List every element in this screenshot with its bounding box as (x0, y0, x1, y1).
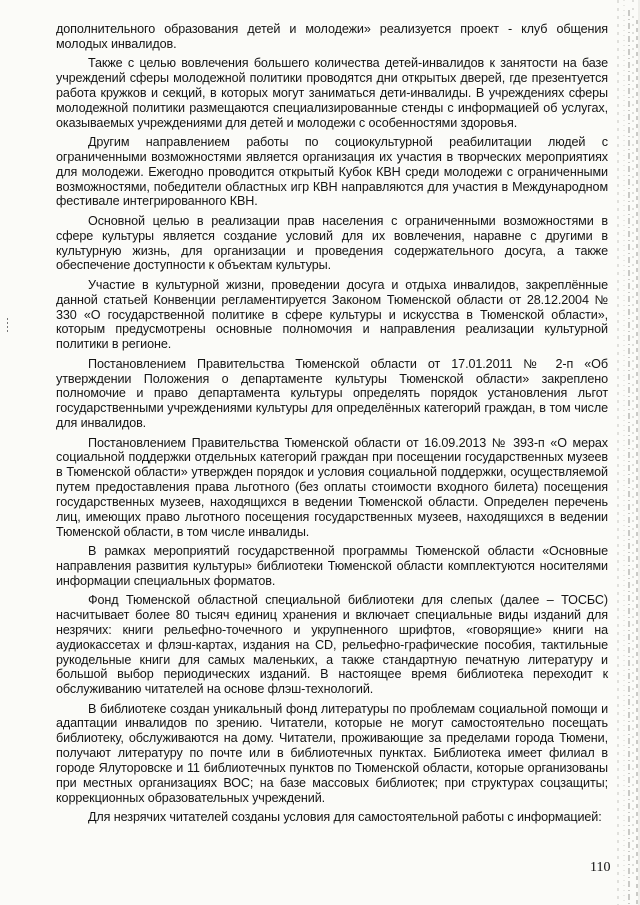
paragraph: Постановлением Правительства Тюменской области от 17.01.2011 № 2-п «Об утверждении Положения о департаменте культуры Тюменской области» закреплено полномочие и право департамента культуры определять порядок установления льгот государственными учреждениями культуры для определённых категорий граждан, в том числе для инвалидов. (56, 356, 608, 431)
paragraph: Основной целью в реализации прав населения с ограниченными возможностями в сфере культуры является создание условий для их вовлечения, наравне с другими в культурную жизнь, для организации и проведения содержательного досуга, а также обеспечение доступности к объектам культуры. (56, 213, 608, 273)
paragraph: Для незрячих читателей созданы условия для самостоятельной работы с информацией: (88, 810, 602, 825)
paragraph: Также с целью вовлечения большего количества детей-инвалидов к занятости на базе учреждений сферы молодежной политики проводятся дни открытых дверей, где презентуется работа кружков и секций, в которых могут заниматься дети-инвалиды. В учреждениях сферы молодежной политики размещаются специализированные стенды с информацией об услугах, оказываемых учреждениями для детей и молодежи с особенностями здоровья. (56, 56, 608, 130)
scan-edge-artifact (612, 0, 640, 905)
paragraph: Другим направлением работы по социокультурной реабилитации людей с ограниченными возможностями является организация их участия в творческих мероприятиях для молодежи. Ежегодно проводится открытый Кубок КВН среди молодежи с ограниченными возможностями, победители областных игр КВН направляются для участия в Международном фестивале интегрированного КВН. (56, 135, 608, 209)
paragraph: В рамках мероприятий государственной программы Тюменской области «Основные направления развития культуры» библиотеки Тюменской области комплектуются носителями информации специальных форматов. (56, 544, 608, 588)
margin-mark (6, 318, 9, 332)
paragraph: дополнительного образования детей и молодежи» реализуется проект - клуб общения молодых инвалидов. (56, 22, 608, 51)
paragraph: Участие в культурной жизни, проведении досуга и отдыха инвалидов, закреплённые данной статьей Конвенции регламентируется Законом Тюменской области от 28.12.2004 № 330 «О государственной политике в сфере культуры и искусства в Тюменской области», которым предусмотрены основные полномочия и направления реализации культурной политики в регионе. (56, 277, 608, 352)
paragraph: Постановлением Правительства Тюменской области от 16.09.2013 № 393-п «О мерах социальной поддержки отдельных категорий граждан при посещении государственных музеев в Тюменской области» утвержден порядок и условия социальной поддержки, осуществляемой путем предоставления права льготного (без оплаты стоимости входного билета) посещения государственных музеев, находящихся в ведении Тюменской области. Определен перечень лиц, имеющих право льготного посещения государственных музеев, находящихся в ведении Тюменской области, в том числе инвалиды. (56, 435, 608, 539)
page-number: 110 (590, 860, 611, 875)
body-text (56, 22, 608, 830)
paragraph: В библиотеке создан уникальный фонд литературы по проблемам социальной помощи и адаптации инвалидов по зрению. Читатели, которые не могут самостоятельно посещать библиотеку, обслуживаются на дому. Читатели, проживающие за пределами города Тюмени, получают литературу по почте или в библиотечных пунктах. Библиотека имеет филиал в городе Ялуторовске и 11 библиотечных пунктов по Тюменской области, которые организованы при местных организациях ВОС; на базе массовых библиотек; при структурах соцзащиты; коррекционных образовательных учреждений. (56, 701, 608, 805)
paragraph: Фонд Тюменской областной специальной библиотеки для слепых (далее – ТОСБС) насчитывает более 80 тысяч единиц хранения и включает специальные виды изданий для незрячих: книги рельефно-точечного и укрупненного шрифтов, «говорящие» книги на аудиокассетах и флэш-картах, издания на CD, рельефно-графические пособия, тактильные рукодельные книги для самых маленьких, а также стандартную печатную литературу и большой выбор периодических изданий. В настоящее время библиотека переходит к обслуживанию читателей на основе флэш-технологий. (56, 593, 608, 697)
